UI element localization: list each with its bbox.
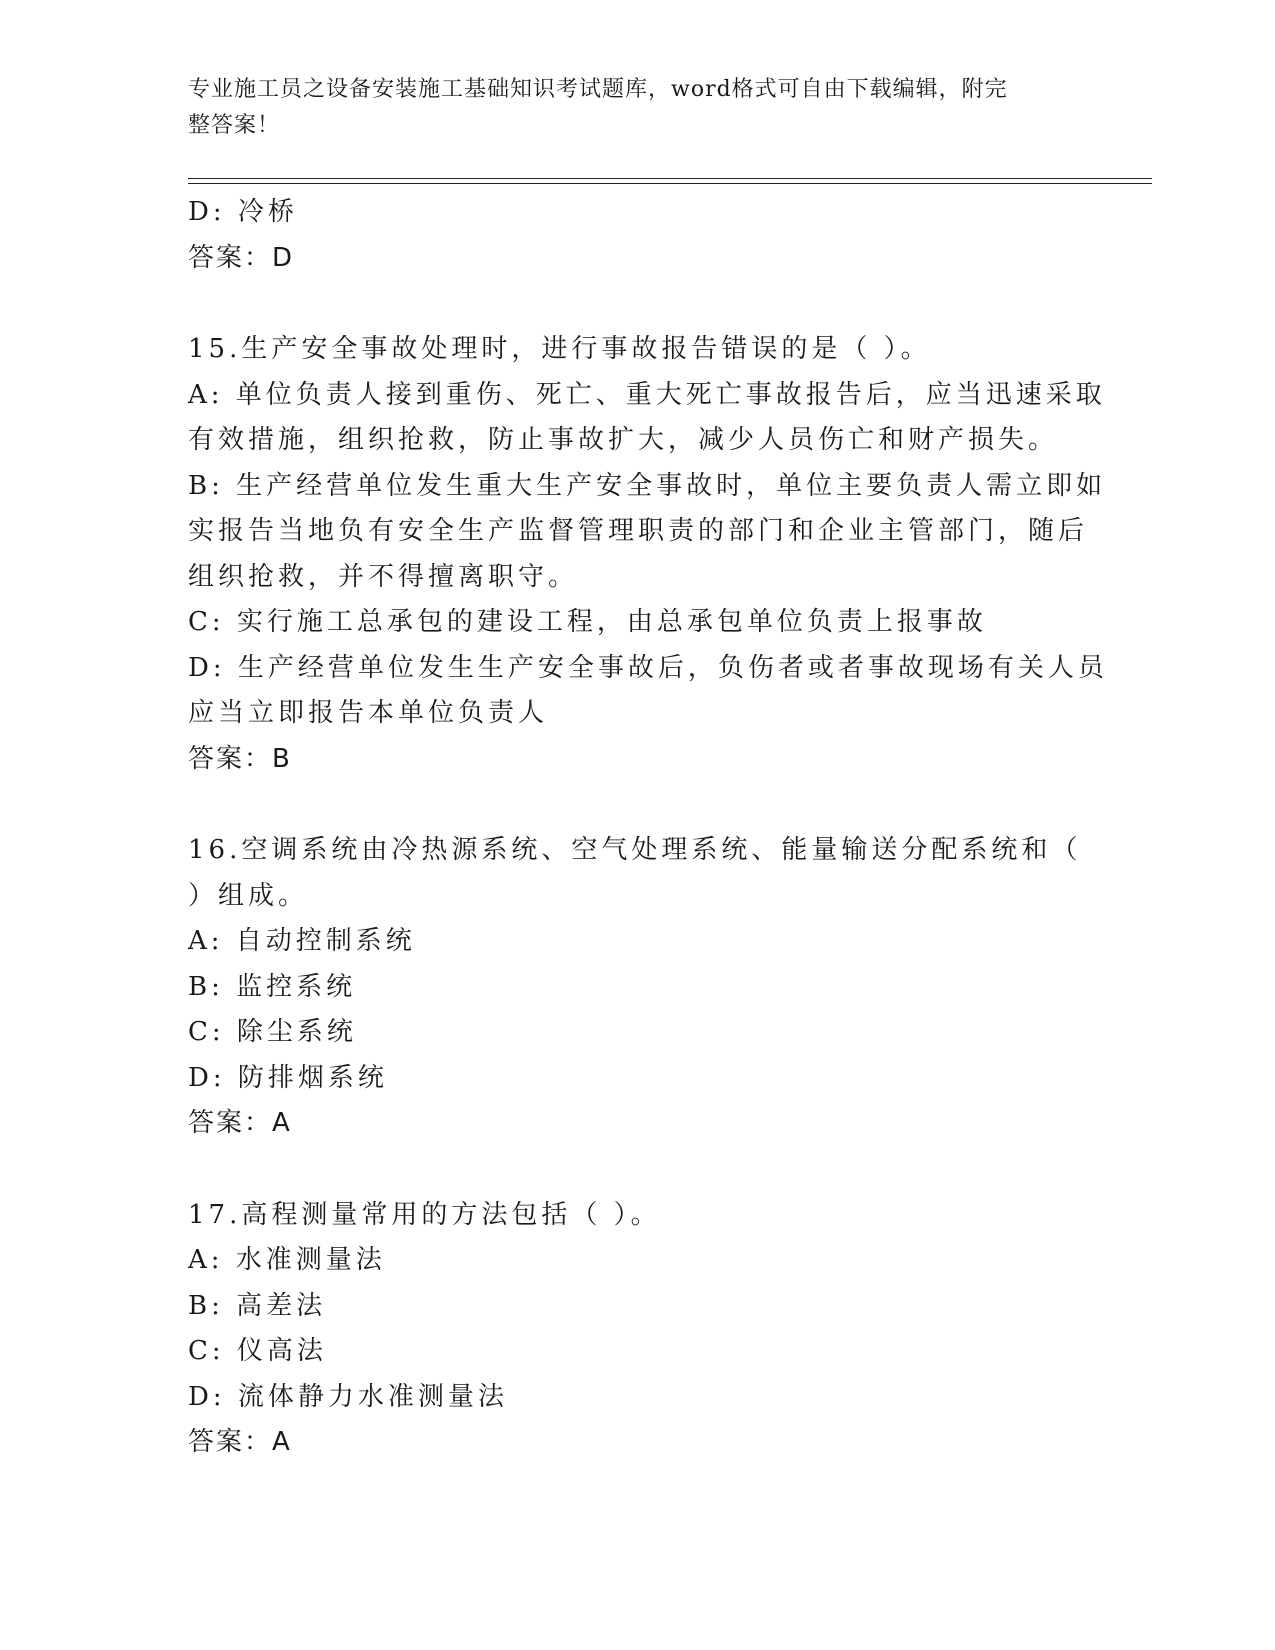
question-stem: 16.空调系统由冷热源系统、空气处理系统、能量输送分配系统和（: [188, 835, 1082, 865]
option-d-continued: 应当立即报告本单位负责人: [188, 698, 549, 728]
document-body: [188, 190, 1108, 1466]
option-a: A: 自动控制系统: [188, 926, 416, 956]
option-d: D: 防排烟系统: [188, 1062, 388, 1093]
question-stem: 15.生产安全事故处理时，进行事故报告错误的是（ ）。: [188, 334, 931, 364]
option-c: C: 仪高法: [188, 1336, 327, 1366]
option-c: C: 实行施工总承包的建设工程，由总承包单位负责上报事故: [188, 607, 987, 637]
answer-line: 答案：A: [188, 1108, 292, 1138]
option-b: B: 生产经营单位发生重大生产安全事故时，单位主要负责人需立即如: [188, 470, 1107, 501]
option-a-continued: 有效措施，组织抢救，防止事故扩大，减少人员伤亡和财产损失。: [188, 425, 1059, 455]
option-b: B: 监控系统: [188, 971, 357, 1002]
header-title-line-1: 专业施工员之设备安装施工基础知识考试题库，word格式可自由下载编辑，附完: [188, 77, 1008, 102]
option-a: A: 单位负责人接到重伤、死亡、重大死亡事故报告后，应当迅速采取: [188, 379, 1106, 410]
option-a: A: 水准测量法: [188, 1245, 386, 1275]
option-c: C: 除尘系统: [188, 1017, 357, 1047]
spacer: [188, 281, 1088, 327]
page-header: [188, 72, 1068, 144]
question-stem: 17.高程测量常用的方法包括（ ）。: [188, 1199, 661, 1230]
question-15: [188, 327, 1108, 782]
spacer: [188, 782, 1088, 828]
question-17: [188, 1193, 1088, 1466]
question-stem-continued: ）组成。: [188, 880, 309, 911]
answer-line: 答案：A: [188, 1427, 292, 1457]
answer-line: 答案：D: [188, 242, 295, 273]
option-d: D: 冷桥: [188, 197, 298, 227]
question-16: [188, 828, 1088, 1147]
header-rule-bottom: [188, 183, 1152, 184]
header-title-line-2: 整答案！: [188, 113, 281, 138]
previous-question-tail: [188, 190, 1088, 281]
spacer: [188, 1147, 1088, 1193]
answer-line: 答案：B: [188, 743, 292, 774]
option-d: D: 生产经营单位发生生产安全事故后，负伤者或者事故现场有关人员: [188, 652, 1108, 683]
option-d: D: 流体静力水准测量法: [188, 1381, 508, 1412]
option-b-continued: 组织抢救，并不得擅离职守。: [188, 561, 579, 592]
header-rule-top: [188, 178, 1152, 179]
option-b-continued: 实报告当地负有安全生产监督管理职责的部门和企业主管部门，随后: [188, 516, 1089, 546]
option-b: B: 高差法: [188, 1290, 327, 1321]
